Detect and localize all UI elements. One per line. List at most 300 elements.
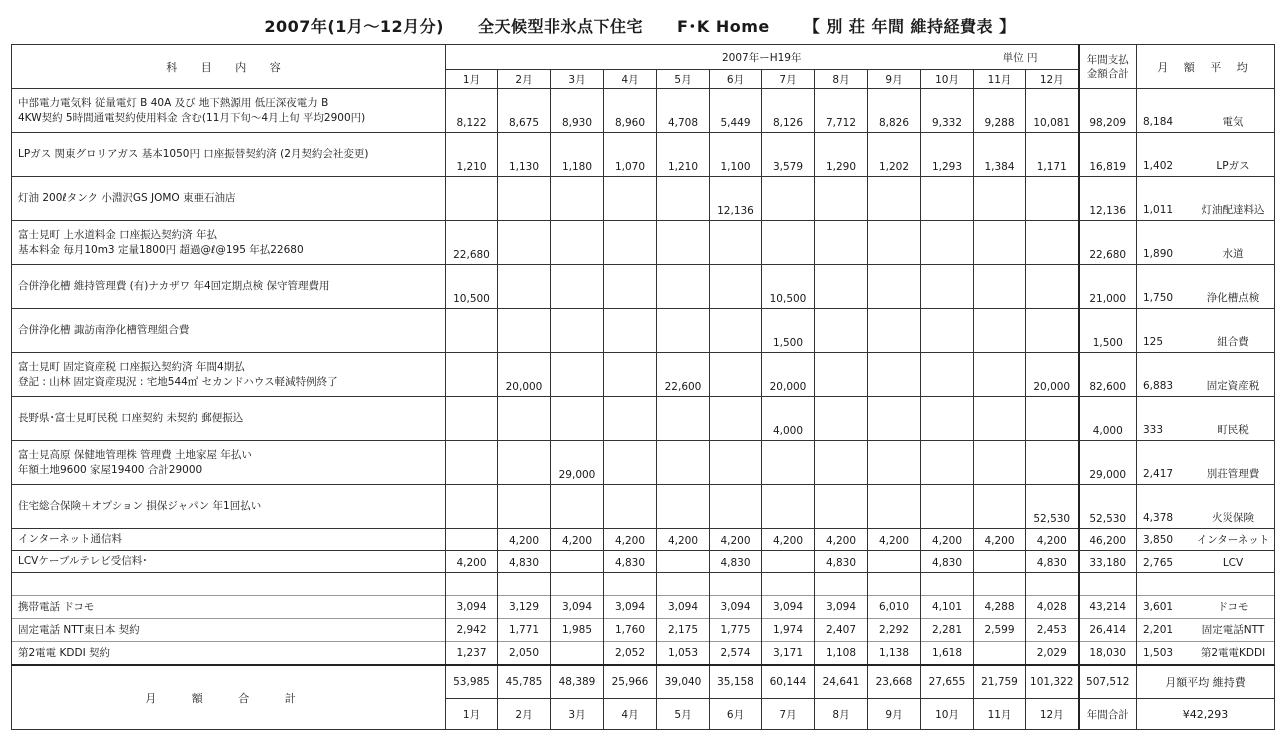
phone-value: 3,094 [710,596,761,619]
row-item-line: インターネット通信料 [18,533,123,545]
row-value-month-11: 9,288 [974,89,1026,133]
row-value-month-5 [657,309,710,353]
row-value-month-10 [921,265,974,309]
row-item-line: 住宅総合保険＋オプション 損保ジャパン 年1回払い [18,500,262,512]
row-value-month-10: 4,830 [921,551,974,573]
row-value-month-8: 1,290 [815,133,868,177]
header-month-8: 8月 [815,70,868,89]
header-month-6: 6月 [710,70,762,89]
row-value-month-10: 1,293 [921,133,974,177]
phone-value: 2,050 [508,647,540,659]
row-value-month-12 [1026,265,1079,309]
phone-total: 18,030 [1089,647,1127,659]
phone-value: 1,771 [498,619,550,642]
row-value-month-6: 1,100 [710,133,762,177]
row-monthly-avg [1137,265,1275,309]
row-value-month-9 [868,265,921,309]
phones-month-6 [710,573,762,666]
phone-value: 4,101 [921,596,973,619]
phone-avg-value: 3,601 [1143,601,1174,613]
row-value-month-12 [1026,397,1079,441]
phones-month-10 [921,573,974,666]
row-value-month-12: 10,081 [1026,89,1079,133]
row-value-month-6: 4,200 [710,529,762,551]
summary-month-label-2: 2月 [498,699,551,730]
phones-month-5 [657,573,710,666]
row-value-month-11 [974,309,1026,353]
row-value-month-2 [498,485,551,529]
phone-spacer [1026,573,1078,596]
phone-total: 43,214 [1080,596,1137,619]
row-value-month-8 [815,353,868,397]
row-avg-value: 8,184 [1143,116,1174,128]
phone-avg-value: 1,503 [1143,647,1174,659]
row-value-month-1: 22,680 [446,221,498,265]
row-value-month-8 [815,485,868,529]
row-value-month-5: 4,708 [657,89,710,133]
row-value-month-3 [551,485,604,529]
summary-row-values [12,665,1275,699]
summary-month-3: 48,389 [551,665,604,699]
summary-month-9: 23,668 [868,665,921,699]
row-value-month-4: 4,200 [604,529,657,551]
row-value-month-10 [921,441,974,485]
phone-spacer [762,573,814,596]
phone-value: 1,985 [551,619,603,642]
row-monthly-avg [1137,133,1275,177]
phone-spacer [657,573,709,596]
row-item-line: 灯油 200ℓタンク 小淵沢GS JOMO 東亜石油店 [18,192,236,204]
row-value-month-3: 4,200 [551,529,604,551]
summary-annual-total: 507,512 [1079,665,1137,699]
row-value-month-10 [921,177,974,221]
row-value-month-6 [710,353,762,397]
phone-value: 1,053 [667,647,699,659]
row-avg-label: 水道 [1222,248,1244,260]
phone-value: 1,974 [762,619,814,642]
row-value-month-10 [921,353,974,397]
row-item-line: 基本料金 毎月10m3 定量1800円 超過@ℓ@195 年払22680 [18,243,304,256]
row-item [12,177,446,221]
row-value-month-10 [921,221,974,265]
row-value-month-10 [921,397,974,441]
row-value-month-2 [498,177,551,221]
row-value-month-1: 4,200 [446,551,498,573]
row-value-month-4 [604,221,657,265]
summary-month-label-8: 8月 [815,699,868,730]
phone-value: 3,129 [498,596,550,619]
row-value-month-1: 8,122 [446,89,498,133]
row-monthly-avg [1137,441,1275,485]
row-avg-label: 組合費 [1217,336,1249,348]
row-value-month-10: 4,200 [921,529,974,551]
row-value-month-6 [710,221,762,265]
row-avg-label: 電気 [1222,116,1244,128]
row-item-line: 富士見町 固定資産税 口座振込契約済 年間4期払 [18,360,245,373]
phone-avg-label: 固定電話NTT [1201,624,1265,636]
summary-month-label-3: 3月 [551,699,604,730]
row-value-month-12: 52,530 [1026,485,1079,529]
row-value-month-8 [815,265,868,309]
title-period: 2007年(1月～12月分) [264,16,444,36]
phone-spacer [921,573,973,596]
summary-month-label-9: 9月 [868,699,921,730]
phone-spacer [974,573,1025,596]
phone-avg-row [1137,596,1274,619]
row-item [12,397,446,441]
row-value-month-3: 29,000 [551,441,604,485]
row-value-month-5 [657,551,710,573]
row-annual-total: 46,200 [1079,529,1137,551]
phone-value: 3,094 [551,596,603,619]
row-value-month-12 [1026,309,1079,353]
phone-value: 4,028 [1026,596,1078,619]
header-month-5: 5月 [657,70,710,89]
header-month-10: 10月 [921,70,974,89]
row-avg-value: 125 [1143,336,1164,348]
row-avg-label: 浄化槽点検 [1206,292,1260,304]
summary-month-label-5: 5月 [657,699,710,730]
summary-avg-value: ¥42,293 [1137,699,1275,730]
summary-month-8: 24,641 [815,665,868,699]
row-value-month-9 [868,177,921,221]
row-value-month-6: 5,449 [710,89,762,133]
phone-avg-value: 2,201 [1143,624,1174,636]
row-value-month-12 [1026,177,1079,221]
phone-value: 2,453 [1026,619,1078,642]
summary-month-label-7: 7月 [762,699,815,730]
phones-month-8 [815,573,868,666]
row-value-month-4: 8,960 [604,89,657,133]
phone-spacer [1080,573,1137,596]
summary-month-4: 25,966 [604,665,657,699]
row-value-month-4 [604,353,657,397]
row-value-month-11 [974,353,1026,397]
phones-month-7 [762,573,815,666]
phone-avg-label: ドコモ [1217,601,1249,613]
table-row [12,177,1275,221]
table-row [12,221,1275,265]
title-house: 全天候型非氷点下住宅 [477,16,643,36]
row-value-month-11 [974,441,1026,485]
row-value-month-11 [974,397,1026,441]
row-value-month-1 [446,177,498,221]
row-value-month-2: 1,130 [498,133,551,177]
row-value-month-4 [604,397,657,441]
phone-value: 2,052 [614,647,646,659]
expense-table [11,44,1275,730]
header-year [446,45,1079,70]
phones-month-12 [1026,573,1079,666]
row-value-month-3: 1,180 [551,133,604,177]
row-item [12,529,446,551]
row-value-month-7: 3,579 [762,133,815,177]
phone-value: 2,029 [1036,647,1067,659]
row-item [12,551,446,573]
row-value-month-2 [498,265,551,309]
row-avg-label: 火災保険 [1212,512,1254,524]
table-row [12,133,1275,177]
row-item-line: 年額土地9600 家屋19400 合計29000 [18,463,203,476]
row-value-month-9 [868,221,921,265]
row-avg-label: インターネット [1196,534,1270,546]
summary-month-label-12: 12月 [1026,699,1079,730]
row-annual-total: 29,000 [1079,441,1137,485]
phones-month-4 [604,573,657,666]
title-brand: F･K Home [676,16,770,36]
row-value-month-6 [710,397,762,441]
row-item [12,265,446,309]
phones-month-2 [498,573,551,666]
row-avg-label: 灯油配達料込 [1201,204,1265,216]
row-avg-label: 町民税 [1217,424,1249,436]
phone-item-label: 第2電電 KDDI 契約 [18,647,111,659]
phone-value: 2,599 [974,619,1025,642]
phone-value: 1,108 [825,647,857,659]
row-value-month-9: 1,202 [868,133,921,177]
phone-value [974,642,1025,664]
header-year-text: 2007年ーH19年 [722,51,802,64]
phone-value: 2,574 [720,647,751,659]
row-monthly-avg [1137,485,1275,529]
row-value-month-2 [498,441,551,485]
row-monthly-avg [1137,353,1275,397]
row-value-month-1 [446,441,498,485]
row-value-month-2: 4,200 [498,529,551,551]
row-value-month-10 [921,485,974,529]
phone-value: 1,138 [878,647,910,659]
row-value-month-5 [657,177,710,221]
row-monthly-avg [1137,89,1275,133]
phone-value: 3,171 [772,647,804,659]
row-value-month-1: 1,210 [446,133,498,177]
phone-avg-row [1137,619,1274,642]
row-item-line: 富士見高原 保健地管理株 管理費 土地家屋 年払い [18,448,252,461]
phone-value: 6,010 [868,596,920,619]
row-value-month-12: 4,200 [1026,529,1079,551]
row-value-month-11 [974,485,1026,529]
row-value-month-7: 20,000 [762,353,815,397]
header-month-2: 2月 [498,70,551,89]
row-value-month-4 [604,309,657,353]
row-value-month-12: 4,830 [1026,551,1079,573]
row-item [12,89,446,133]
row-value-month-5 [657,221,710,265]
summary-label: 月 額 合 計 [12,665,446,730]
phone-item-label: 固定電話 NTT東日本 契約 [12,619,445,642]
phone-value: 2,292 [868,619,920,642]
row-value-month-1 [446,309,498,353]
table-row [12,89,1275,133]
row-avg-value: 1,402 [1143,160,1174,172]
header-month-9: 9月 [868,70,921,89]
summary-month-6: 35,158 [710,665,762,699]
row-value-month-3 [551,221,604,265]
row-avg-label: LCV [1222,557,1244,569]
row-value-month-1 [446,353,498,397]
summary-total-label: 年間合計 [1079,699,1137,730]
phones-month-3 [551,573,604,666]
row-avg-label: 別荘管理費 [1206,468,1260,480]
phone-value: 2,407 [815,619,867,642]
row-value-month-9 [868,485,921,529]
summary-month-5: 39,040 [657,665,710,699]
row-value-month-2 [498,397,551,441]
row-annual-total: 33,180 [1079,551,1137,573]
row-value-month-3 [551,265,604,309]
row-value-month-7 [762,221,815,265]
phone-spacer [1137,573,1274,596]
header-month-7: 7月 [762,70,815,89]
row-value-month-7 [762,441,815,485]
phone-value: 2,281 [921,619,973,642]
row-value-month-9 [868,309,921,353]
row-item-line: 中部電力電気料 従量電灯 B 40A 及び 地下熱源用 低圧深夜電力 B [18,96,329,109]
row-avg-value: 1,890 [1143,248,1174,260]
row-annual-total: 1,500 [1079,309,1137,353]
row-value-month-7: 8,126 [762,89,815,133]
row-value-month-9 [868,441,921,485]
header-month-12: 12月 [1026,70,1079,89]
row-annual-total: 52,530 [1079,485,1137,529]
row-annual-total: 98,209 [1079,89,1137,133]
row-avg-value: 333 [1143,424,1164,436]
row-value-month-1: 10,500 [446,265,498,309]
phone-value: 1,760 [604,619,656,642]
table-row [12,353,1275,397]
row-value-month-7 [762,485,815,529]
row-value-month-8: 7,712 [815,89,868,133]
table-row [12,529,1275,551]
row-item [12,309,446,353]
row-value-month-8: 4,200 [815,529,868,551]
row-monthly-avg [1137,551,1275,573]
row-item [12,221,446,265]
row-value-month-5 [657,397,710,441]
row-value-month-11: 1,384 [974,133,1026,177]
phone-value: 2,175 [657,619,709,642]
header-item: 科 目 内 容 [12,45,446,89]
phone-value: 1,237 [456,647,487,659]
phones-monthly-avg [1137,573,1275,666]
row-item-line: 富士見町 上水道料金 口座振込契約済 年払 [18,228,218,241]
row-annual-total: 4,000 [1079,397,1137,441]
phone-spacer [12,573,445,596]
row-value-month-4 [604,441,657,485]
row-value-month-7 [762,177,815,221]
header-month-4: 4月 [604,70,657,89]
row-value-month-1 [446,485,498,529]
summary-month-11: 21,759 [974,665,1026,699]
row-value-month-4: 1,070 [604,133,657,177]
row-value-month-3 [551,397,604,441]
row-value-month-8: 4,830 [815,551,868,573]
row-value-month-7 [762,551,815,573]
row-item [12,441,446,485]
row-value-month-1 [446,397,498,441]
row-value-month-3 [551,177,604,221]
row-value-month-8 [815,177,868,221]
header-month-11: 11月 [974,70,1026,89]
table-row [12,441,1275,485]
phone-spacer [815,573,867,596]
row-item [12,353,446,397]
row-value-month-5: 22,600 [657,353,710,397]
row-value-month-11: 4,200 [974,529,1026,551]
row-item-line: 合併浄化槽 維持管理費 (有)ナカザワ 年4回定期点検 保守管理費用 [18,280,330,292]
row-value-month-1 [446,529,498,551]
row-avg-value: 6,883 [1143,380,1174,392]
phone-value: 1,775 [710,619,761,642]
table-row [12,309,1275,353]
header-monthly-avg: 月 額 平 均 [1137,45,1275,89]
row-avg-label: 固定資産税 [1206,380,1260,392]
row-monthly-avg [1137,397,1275,441]
row-value-month-8 [815,309,868,353]
row-value-month-9 [868,551,921,573]
row-item-line: 登記 : 山林 固定資産現況 : 宅地544㎡ セカンドハウス軽減特例終了 [18,375,338,388]
row-value-month-2 [498,221,551,265]
row-value-month-6 [710,265,762,309]
row-value-month-4 [604,485,657,529]
phone-value: 3,094 [446,596,497,619]
phone-avg-label: 第2電電KDDI [1200,647,1266,659]
document-title [0,10,1280,40]
row-value-month-3 [551,309,604,353]
row-value-month-8 [815,441,868,485]
row-item-line: LPガス 関東グロリアガス 基本1050円 口座振替契約済 (2月契約会社変更) [18,148,369,160]
row-annual-total: 82,600 [1079,353,1137,397]
row-avg-label: LPガス [1216,160,1250,172]
phone-total: 26,414 [1080,619,1137,642]
row-value-month-7: 1,500 [762,309,815,353]
summary-month-2: 45,785 [498,665,551,699]
phone-value: 3,094 [815,596,867,619]
summary-month-1: 53,985 [446,665,498,699]
row-avg-value: 1,750 [1143,292,1174,304]
phone-spacer [446,573,497,596]
row-annual-total: 16,819 [1079,133,1137,177]
phone-value: 3,094 [604,596,656,619]
phone-value: 1,618 [931,647,963,659]
phone-value: 3,094 [657,596,709,619]
row-value-month-4 [604,265,657,309]
summary-month-label-1: 1月 [446,699,498,730]
summary-month-label-4: 4月 [604,699,657,730]
row-value-month-12 [1026,441,1079,485]
row-value-month-11 [974,551,1026,573]
header-month-1: 1月 [446,70,498,89]
row-value-month-5: 4,200 [657,529,710,551]
row-value-month-12 [1026,221,1079,265]
phones-items [12,573,446,666]
row-value-month-10: 9,332 [921,89,974,133]
row-value-month-6 [710,309,762,353]
phone-spacer [868,573,920,596]
row-value-month-3: 8,930 [551,89,604,133]
row-value-month-9: 4,200 [868,529,921,551]
row-annual-total: 21,000 [1079,265,1137,309]
table-row [12,485,1275,529]
summary-month-7: 60,144 [762,665,815,699]
row-item-line: LCVケーブルテレビ受信料･ [18,555,148,567]
header-annual-total [1079,45,1137,89]
header-month-3: 3月 [551,70,604,89]
row-value-month-3 [551,551,604,573]
phone-value: 2,942 [446,619,497,642]
phone-value: 3,094 [762,596,814,619]
row-item-line: 合併浄化槽 諏訪南浄化槽管理組合費 [18,324,190,336]
